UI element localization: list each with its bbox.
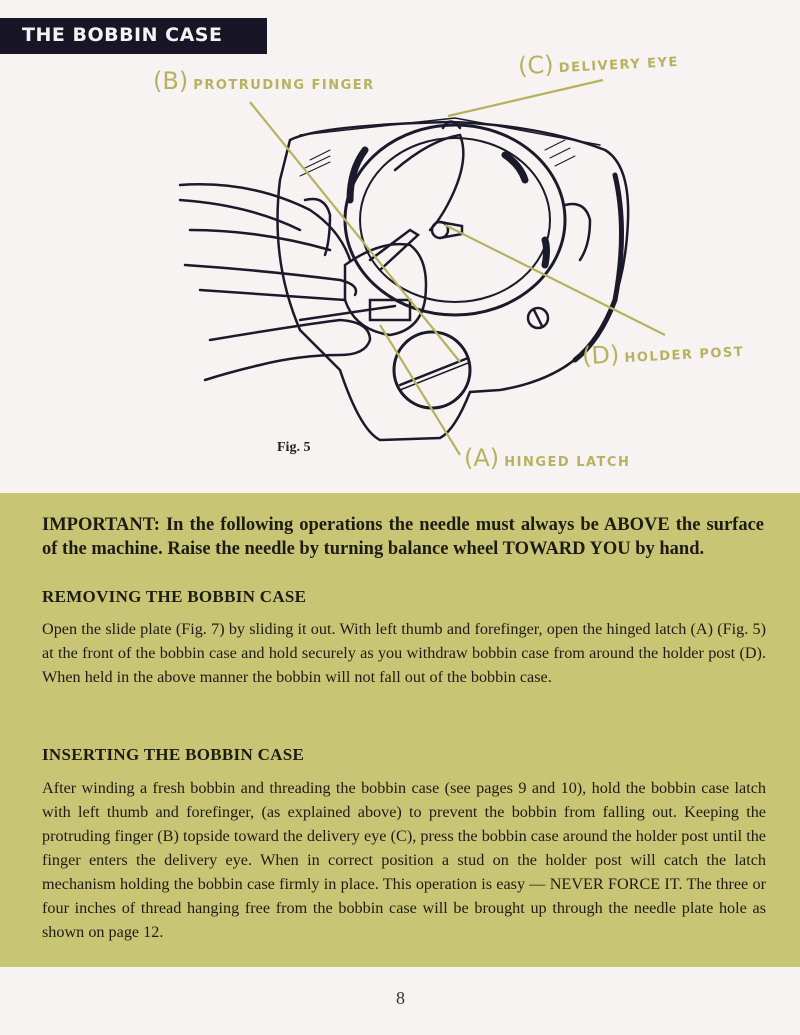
callout-label: HOLDER POST <box>624 344 745 367</box>
callout-label: HINGED LATCH <box>504 455 631 470</box>
bobbin-case-illustration <box>0 50 800 490</box>
page-title: THE BOBBIN CASE <box>22 24 223 46</box>
bobbin-case-drawing <box>0 60 800 490</box>
section-heading-removing: REMOVING THE BOBBIN CASE <box>42 587 307 606</box>
figure-caption: Fig. 5 <box>277 440 311 455</box>
callout-letter: (B) <box>153 67 189 95</box>
callout-letter: (D) <box>581 340 621 371</box>
callout-label: DELIVERY EYE <box>558 54 680 77</box>
section-title-bar <box>0 18 267 54</box>
instructions-panel <box>0 493 800 967</box>
callout-hinged-latch <box>464 444 630 472</box>
callout-label: PROTRUDING FINGER <box>193 78 375 93</box>
callout-letter: (A) <box>464 444 500 472</box>
important-notice: IMPORTANT: In the following operations the needle must always be ABOVE the surface of the machine. Raise the needle by turning balance wheel TOWARD YOU by hand. <box>42 515 764 559</box>
section-heading-inserting: INSERTING THE BOBBIN CASE <box>42 745 305 764</box>
section-body-inserting: After winding a fresh bobbin and threading the bobbin case (see pages 9 and 10), hold the bobbin case latch with left thumb and forefinger, (as explained above) to prevent the bobbin from falling out. Keeping the protruding finger (B) topside toward the delivery eye (C), press the bobbin case around the holder post until the finger enters the delivery eye. When in correct position a stud on the holder post will catch the latch mechanism holding the bobbin case firmly in place. This operation is easy — NEVER FORCE IT. The three or four inches of thread hanging free from the bobbin case will be brought up through the needle plate hole as shown on page 12. <box>42 779 766 941</box>
callout-letter: (C) <box>517 50 555 81</box>
page-number: 8 <box>396 988 405 1008</box>
callout-protruding-finger <box>153 67 375 95</box>
section-body-removing: Open the slide plate (Fig. 7) by sliding it out. With left thumb and forefinger, open the hinged latch (A) (Fig. 5) at the front of the bobbin case and hold securely as you withdraw bobbin case from around the holder post (D). When held in the above manner the bobbin will not fall out of the bobbin case. <box>42 620 766 686</box>
